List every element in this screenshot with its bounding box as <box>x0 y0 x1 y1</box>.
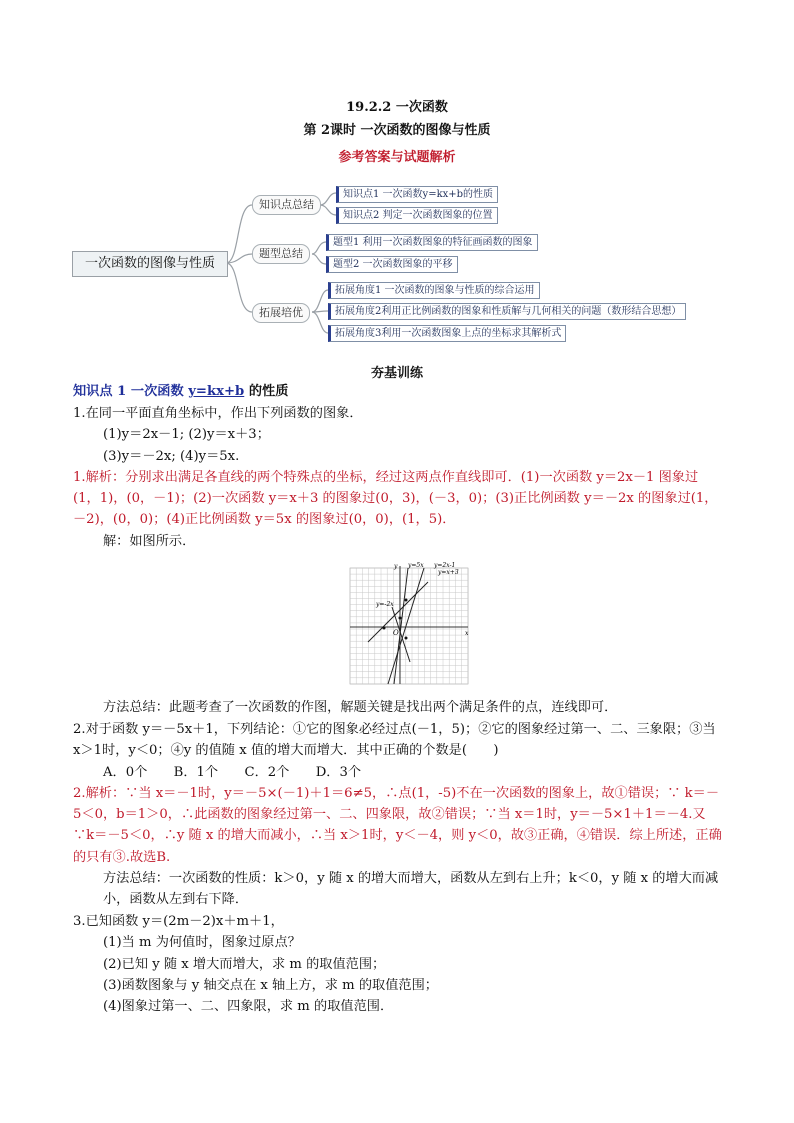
q3-item: (3)函数图象与 y 轴交点在 x 轴上方，求 m 的取值范围； <box>103 977 438 993</box>
section-title: 夯基训练 <box>370 366 423 381</box>
mindmap-leaf: 题型1 利用一次函数图象的特征画函数的图象 <box>326 234 538 251</box>
mindmap-branch-types: 题型总结 <box>252 244 310 264</box>
q3-item: (1)当 m 为何值时，图象过原点？ <box>103 935 301 951</box>
kp-prefix: 知识点 1 一次函数 <box>73 384 189 399</box>
q3-item: (2)已知 y 随 x 增大而增大，求 m 的取值范围； <box>103 956 386 972</box>
answer-heading: 参考答案与试题解析 <box>338 150 456 165</box>
mindmap-leaf: 拓展角度2利用正比例函数的图象和性质解与几何相关的问题（数形结合思想） <box>328 303 686 320</box>
q2-stem: 2.对于函数 y＝－5x＋1，下列结论：①它的图象必经过点(－1，5)；②它的图象经过第一、二、三象限；③当 x＞1时，y＜0；④y 的值随 x 值的增大而增大．其中正确的个数是( ) <box>73 722 716 759</box>
knowledge-point-heading <box>73 381 723 402</box>
mindmap-leaf: 知识点1 一次函数y=kx+b的性质 <box>336 186 498 203</box>
graph-axis-y: y <box>394 563 398 570</box>
q1-stem: 1.在同一平面直角坐标中，作出下列函数的图象． <box>73 406 363 421</box>
mindmap-branch-knowledge: 知识点总结 <box>252 195 321 215</box>
q1-analysis: 1.解析：分别求出满足各直线的两个特殊点的坐标，经过这两点作直线即可．(1)一次函数 y＝2x－1 图象过(1，1)，(0，－1)；(2)一次函数 y＝x＋3 的图象过(0，3)，(－3，0)；(3)正比例函数 y＝－2x 的图象过(1，－2)，(0，0)；(4)正比例函数 y＝5x 的图象过(0，0)，(1，5)． <box>73 469 718 528</box>
mindmap-root: 一次函数的图像与性质 <box>72 251 228 277</box>
q3-item: (4)图象过第一、二、四象限，求 m 的取值范围． <box>103 999 394 1015</box>
mindmap-leaf: 拓展角度1 一次函数的图象与性质的综合运用 <box>328 282 540 299</box>
mindmap-leaf: 拓展角度3利用一次函数图象上点的坐标求其解析式 <box>328 325 566 342</box>
mindmap-leaf: 题型2 一次函数图象的平移 <box>326 256 458 273</box>
q3-block <box>73 911 723 1017</box>
doc-subtitle: 第 2课时 一次函数的图像与性质 <box>303 123 491 138</box>
function-graph <box>348 562 472 686</box>
graph-axis-x: x <box>465 630 469 637</box>
mindmap-leaf: 知识点2 判定一次函数图象的位置 <box>336 207 498 224</box>
graph-label-5x: y=5x <box>408 562 424 569</box>
doc-title: 19.2.2 一次函数 <box>346 100 448 115</box>
q1-items-1: (1)y＝2x－1; (2)y＝x＋3； <box>103 427 270 443</box>
graph-label-x3: y=x+3 <box>438 569 459 576</box>
kp-suffix: 的性质 <box>244 384 289 399</box>
q1-solution: 解：如图所示． <box>103 533 196 549</box>
graph-label-2x-1: y=2x-1 <box>434 562 456 569</box>
graph-origin: O <box>393 629 399 637</box>
q1-items-2: (3)y＝－2x; (4)y＝5x. <box>103 448 240 464</box>
q1-summary: 方法总结：此题考查了一次函数的作图，解题关键是找出两个满足条件的点，连线即可． <box>103 700 618 715</box>
q1-block <box>73 403 723 552</box>
q1-summary-block <box>73 697 723 718</box>
q3-stem: 3.已知函数 y＝(2m－2)x＋m＋1， <box>73 914 284 929</box>
q2-options: A．0个 B．1个 C．2个 D．3个 <box>103 764 362 780</box>
kp-formula: y=kx+b <box>188 384 245 399</box>
q2-summary: 方法总结：一次函数的性质：k＞0，y 随 x 的增大而增大，函数从左到右上升；k＜0，y 随 x 的增大而减小，函数从左到右下降． <box>103 871 719 908</box>
mindmap-branch-extension: 拓展培优 <box>252 303 310 323</box>
graph-label-neg2x: y=-2x <box>376 601 394 608</box>
q2-block <box>73 719 723 911</box>
q2-analysis: 2.解析：∵当 x＝－1时，y＝－5×(－1)＋1＝6≠5，∴点(1，-5)不在一次函数的图象上，故①错误；∵ k＝－5＜0，b＝1＞0，∴此函数的图象经过第一、二、四象限，故②错误；∵当 x＝1时，y＝－5×1＋1＝－4.又∵k＝－5＜0，∴y 随 x 的增大而减小，∴当 x＞1时，y＜－4，则 y＜0，故③正确，④错误．综上所述，正确的只有③.故选B. <box>73 785 722 865</box>
